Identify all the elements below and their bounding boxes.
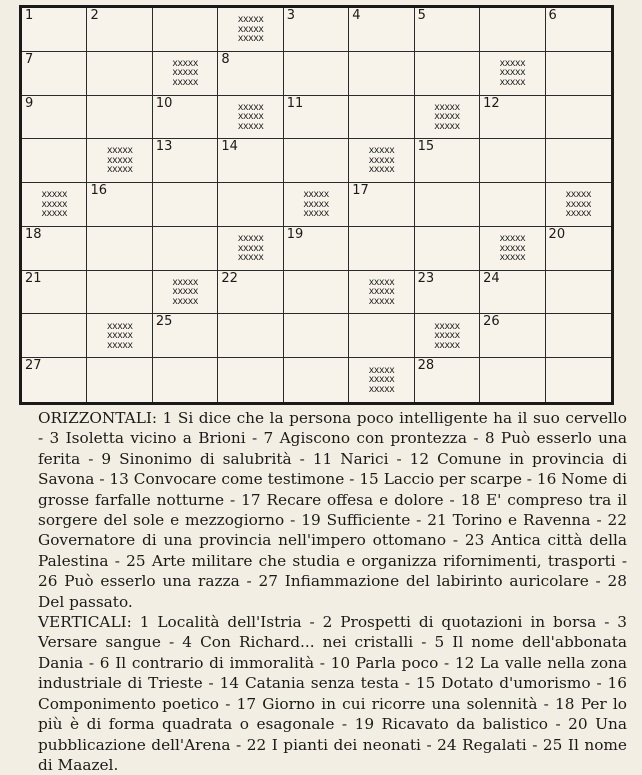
letter-square bbox=[153, 8, 218, 52]
letter-square bbox=[284, 8, 349, 52]
clue-number: 8 bbox=[221, 51, 230, 67]
black-square bbox=[349, 139, 414, 183]
letter-square bbox=[153, 139, 218, 183]
letter-square bbox=[546, 96, 611, 140]
letter-square bbox=[415, 183, 480, 227]
clue-number: 11 bbox=[286, 95, 304, 111]
black-square-hatching: xxxxx xxxxx xxxxx bbox=[368, 145, 395, 176]
letter-square bbox=[415, 52, 480, 96]
black-square-hatching: xxxxx xxxxx xxxxx bbox=[106, 320, 133, 351]
down-clues bbox=[20, 612, 627, 775]
letter-square bbox=[87, 227, 152, 271]
black-square bbox=[218, 227, 283, 271]
black-square-hatching: xxxxx xxxxx xxxxx bbox=[237, 14, 264, 45]
letter-square bbox=[415, 8, 480, 52]
letter-square bbox=[546, 314, 611, 358]
letter-square bbox=[480, 183, 545, 227]
letter-square bbox=[546, 271, 611, 315]
letter-square bbox=[284, 96, 349, 140]
across-clue-text: 1 Si dice che la persona poco intelligente ha il suo cervello - 3 Isoletta vicino a Brioni - 7 Agiscono con prontezza - 8 Può esserlo una ferita - 9 Sinonimo di salubrità - 11 Narici - 12 Comune in provincia di Savona - 13 Convocare come testimone - 15 Laccio per scarpe - 16 Nome di grosse farfalle notturne - 17 Recare offesa e dolore - 18 E' compreso tra il sorgere del sole e mezzogiorno - 19 Sufficiente - 21 Torino e Ravenna - 22 Governatore di una provincia nell'impero ottomano - 23 Antica città della Palestina - 25 Arte militare che studia e organizza rifornimenti, trasporti - 26 Può esserlo una razza - 27 Infiammazione del labirinto auricolare - 28 Del passato. bbox=[38, 409, 627, 611]
letter-square bbox=[349, 183, 414, 227]
across-clues bbox=[20, 408, 627, 612]
clue-number: 15 bbox=[417, 139, 435, 155]
clue-number: 5 bbox=[417, 8, 426, 23]
letter-square bbox=[349, 227, 414, 271]
letter-square bbox=[153, 314, 218, 358]
black-square bbox=[153, 271, 218, 315]
letter-square bbox=[22, 227, 87, 271]
letter-square bbox=[480, 8, 545, 52]
clue-number: 28 bbox=[417, 358, 435, 374]
black-square bbox=[87, 314, 152, 358]
clue-number: 12 bbox=[483, 95, 500, 111]
black-square bbox=[22, 183, 87, 227]
letter-square bbox=[22, 358, 87, 402]
clue-number: 7 bbox=[25, 51, 34, 67]
clue-number: 18 bbox=[25, 226, 42, 242]
black-square-hatching: xxxxx xxxxx xxxxx bbox=[368, 276, 395, 307]
letter-square bbox=[218, 358, 283, 402]
black-square-hatching: xxxxx xxxxx xxxxx bbox=[499, 233, 526, 264]
black-square bbox=[87, 139, 152, 183]
letter-square bbox=[218, 314, 283, 358]
letter-square bbox=[349, 8, 414, 52]
clue-number: 23 bbox=[417, 270, 435, 286]
down-heading: VERTICALI: bbox=[38, 613, 132, 632]
black-square-hatching: xxxxx xxxxx xxxxx bbox=[303, 189, 329, 220]
black-square bbox=[218, 96, 283, 140]
clue-number: 26 bbox=[483, 314, 500, 330]
letter-square bbox=[415, 358, 480, 402]
black-square-hatching: xxxxx xxxxx xxxxx bbox=[499, 57, 526, 88]
letter-square bbox=[87, 358, 152, 402]
clue-number: 2 bbox=[90, 8, 99, 23]
clue-number: 27 bbox=[25, 358, 42, 374]
clue-number: 10 bbox=[155, 95, 173, 111]
letter-square bbox=[87, 271, 152, 315]
letter-square bbox=[546, 139, 611, 183]
clue-number: 1 bbox=[25, 8, 34, 23]
clue-number: 3 bbox=[286, 8, 296, 23]
letter-square bbox=[218, 139, 283, 183]
letter-square bbox=[284, 139, 349, 183]
clue-number: 24 bbox=[483, 270, 500, 286]
black-square-hatching: xxxxx xxxxx xxxxx bbox=[172, 57, 198, 88]
black-square-hatching: xxxxx xxxxx xxxxx bbox=[434, 320, 460, 351]
black-square bbox=[546, 183, 611, 227]
clue-number: 14 bbox=[221, 139, 238, 155]
letter-square bbox=[22, 139, 87, 183]
letter-square bbox=[480, 139, 545, 183]
clue-number: 22 bbox=[221, 270, 238, 286]
letter-square bbox=[87, 96, 152, 140]
black-square-hatching: xxxxx xxxxx xxxxx bbox=[434, 101, 460, 132]
letter-square bbox=[349, 52, 414, 96]
letter-square bbox=[349, 314, 414, 358]
black-square-hatching: xxxxx xxxxx xxxxx bbox=[565, 189, 592, 220]
letter-square bbox=[22, 52, 87, 96]
letter-square bbox=[153, 227, 218, 271]
black-square bbox=[480, 227, 545, 271]
letter-square bbox=[218, 52, 283, 96]
across-heading: ORIZZONTALI: bbox=[38, 409, 158, 427]
letter-square bbox=[415, 139, 480, 183]
black-square bbox=[415, 314, 480, 358]
letter-square bbox=[22, 314, 87, 358]
letter-square bbox=[218, 271, 283, 315]
letter-square bbox=[153, 96, 218, 140]
letter-square bbox=[284, 358, 349, 402]
letter-square bbox=[284, 314, 349, 358]
letter-square bbox=[284, 52, 349, 96]
letter-square bbox=[546, 8, 611, 52]
clue-number: 16 bbox=[90, 183, 107, 199]
letter-square bbox=[284, 227, 349, 271]
black-square bbox=[480, 52, 545, 96]
letter-square bbox=[87, 52, 152, 96]
letter-square bbox=[153, 358, 218, 402]
clue-number: 19 bbox=[286, 226, 304, 242]
letter-square bbox=[153, 183, 218, 227]
black-square bbox=[415, 96, 480, 140]
letter-square bbox=[415, 227, 480, 271]
letter-square bbox=[349, 96, 414, 140]
clue-number: 9 bbox=[25, 95, 34, 111]
clue-number: 20 bbox=[548, 226, 566, 242]
letter-square bbox=[480, 358, 545, 402]
letter-square bbox=[87, 8, 152, 52]
letter-square bbox=[218, 183, 283, 227]
letter-square bbox=[546, 227, 611, 271]
letter-square bbox=[22, 96, 87, 140]
letter-square bbox=[480, 314, 545, 358]
clues-section bbox=[20, 408, 627, 775]
letter-square bbox=[415, 271, 480, 315]
down-clue-text: 1 Località dell'Istria - 2 Prospetti di quotazioni in borsa - 3 Versare sangue - 4 Con Richard... nei cristalli - 5 Il nome dell'abbonata Dania - 6 Il contrario di immoralità - 10 Parla poco - 12 La valle nella zona industriale di Trieste - 14 Catania senza testa - 15 Dotato d'umorismo - 16 Componimento poetico - 17 Giorno in cui ricorre una solennità - 18 Per lo più è di forma quadrata o esagonale - 19 Ricavato da balistico - 20 Una pubblicazione dell'Arena - 22 I pianti dei neonati - 24 Regalati - 25 Il nome di Maazel. bbox=[38, 613, 627, 774]
clue-number: 21 bbox=[25, 270, 42, 286]
clue-number: 4 bbox=[352, 8, 361, 23]
black-square bbox=[218, 8, 283, 52]
black-square bbox=[349, 271, 414, 315]
black-square-hatching: xxxxx xxxxx xxxxx bbox=[41, 189, 68, 220]
black-square-hatching: xxxxx xxxxx xxxxx bbox=[237, 101, 264, 132]
letter-square bbox=[546, 52, 611, 96]
black-square bbox=[153, 52, 218, 96]
clue-number: 17 bbox=[352, 183, 369, 199]
black-square bbox=[284, 183, 349, 227]
black-square-hatching: xxxxx xxxxx xxxxx bbox=[106, 145, 133, 176]
clue-number: 25 bbox=[155, 314, 173, 330]
letter-square bbox=[284, 271, 349, 315]
letter-square bbox=[546, 358, 611, 402]
black-square bbox=[349, 358, 414, 402]
clue-number: 13 bbox=[155, 139, 173, 155]
letter-square bbox=[480, 271, 545, 315]
black-square-hatching: xxxxx xxxxx xxxxx bbox=[172, 276, 198, 307]
crossword-grid bbox=[19, 5, 614, 405]
letter-square bbox=[22, 271, 87, 315]
black-square-hatching: xxxxx xxxxx xxxxx bbox=[237, 233, 264, 264]
clue-number: 6 bbox=[548, 8, 557, 23]
letter-square bbox=[480, 96, 545, 140]
black-square-hatching: xxxxx xxxxx xxxxx bbox=[368, 364, 395, 395]
letter-square bbox=[22, 8, 87, 52]
letter-square bbox=[87, 183, 152, 227]
